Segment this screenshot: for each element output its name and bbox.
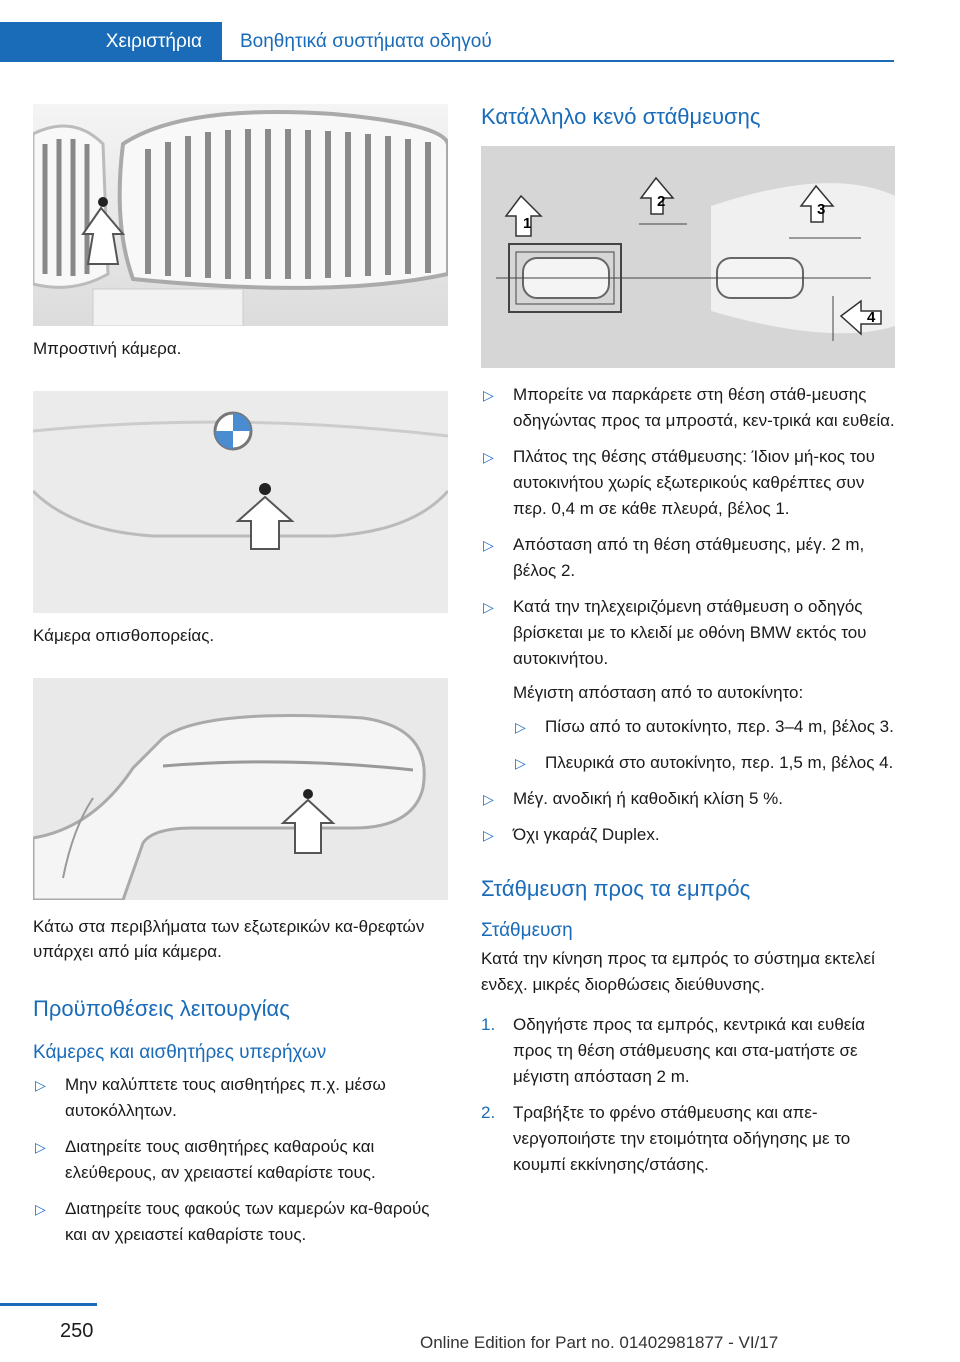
caption-mirror-camera: Κάτω στα περιβλήματα των εξωτερικών κα‐θρεφτών υπάρχει από μία κάμερα. [33, 917, 425, 961]
diagram-label-3: 3 [817, 201, 826, 218]
list-item: ▷ Διατηρείτε τους φακούς των καμερών κα‐θαρούς και αν χρειαστεί καθαρίστε τους. [33, 1196, 448, 1248]
edition-note: Online Edition for Part no. 01402981877 - VI/17 [420, 1333, 779, 1352]
list-item: 1. Οδηγήστε προς τα εμπρός, κεντρικά και ευθεία προς τη θέση στάθμευσης και στα‐ματήστε σε μέγιστη απόσταση 2 m. [481, 1012, 895, 1090]
triangle-bullet-icon: ▷ [483, 599, 494, 615]
list-item: ▷ Κατά την τηλεχειριζόμενη στάθμευση ο οδηγός βρίσκεται με το κλειδί με οθόνη BMW εκτός του αυτοκινήτου. Μέγιστη απόσταση από το αυτοκίνητο: ▷ Πίσω από το αυτοκίνητο, περ. 3–4 m, βέλος 3. ▷ Πλευρικά στο αυτοκίνητο, περ. 1,5 m, βέλος 4. [481, 594, 895, 776]
list-item: ▷ Μπορείτε να παρκάρετε στη θέση στάθ‐μευσης οδηγώντας προς τα μπροστά, κεν‐τρικά και ευθεία. [481, 382, 895, 434]
tab-controls[interactable]: Χειριστήρια [0, 22, 222, 62]
list-item: ▷ Πλευρικά στο αυτοκίνητο, περ. 1,5 m, βέλος 4. [513, 750, 895, 776]
caption-rear-camera: Κάμερα οπισθοπορείας. [33, 626, 215, 645]
triangle-bullet-icon: ▷ [483, 387, 494, 403]
heading-operating-conditions: Προϋποθέσεις λειτουργίας [33, 996, 290, 1021]
rear-camera-photo [33, 391, 448, 613]
heading-parking-space: Κατάλληλο κενό στάθμευσης [481, 104, 761, 129]
triangle-bullet-icon: ▷ [35, 1139, 46, 1155]
sensor-care-list [33, 1072, 448, 1248]
front-camera-photo [33, 104, 448, 326]
parking-steps-list [481, 1012, 895, 1178]
header-bar [0, 0, 960, 62]
triangle-bullet-icon: ▷ [483, 449, 494, 465]
list-item: ▷ Πίσω από το αυτοκίνητο, περ. 3–4 m, βέλος 3. [513, 714, 895, 740]
parking-space-illustration [481, 146, 895, 368]
list-item: ▷ Όχι γκαράζ Duplex. [481, 822, 895, 848]
footer-rule [0, 1303, 97, 1306]
diagram-label-4: 4 [867, 309, 876, 326]
heading-forward-parking: Στάθμευση προς τα εμπρός [481, 876, 751, 901]
caption-front-camera: Μπροστινή κάμερα. [33, 339, 182, 358]
mirror-illustration [33, 678, 448, 900]
triangle-bullet-icon: ▷ [483, 827, 494, 843]
triangle-bullet-icon: ▷ [515, 755, 526, 771]
list-item: ▷ Διατηρείτε τους αισθητήρες καθαρούς και ελεύθερους, αν χρειαστεί καθαρίστε τους. [33, 1134, 448, 1186]
tab-driver-assistance[interactable]: Βοηθητικά συστήματα οδηγού [222, 22, 894, 62]
subheading-parking: Στάθμευση [481, 920, 573, 941]
list-item: 2. Τραβήξτε το φρένο στάθμευσης και απε‐νεργοποιήστε την ετοιμότητα οδήγησης με το κουμπί εκκίνησης/στάσης. [481, 1100, 895, 1178]
max-distance-list [513, 714, 895, 776]
step-number: 1. [481, 1015, 496, 1034]
list-item: ▷ Απόσταση από τη θέση στάθμευσης, μέγ. 2 m, βέλος 2. [481, 532, 895, 584]
parking-requirements-list [481, 382, 895, 848]
diagram-label-2: 2 [657, 193, 666, 210]
subheading-cameras-sensors: Κάμερες και αισθητήρες υπερήχων [33, 1042, 327, 1063]
front-grille-illustration [33, 104, 448, 326]
step-number: 2. [481, 1103, 496, 1122]
forward-parking-paragraph: Κατά την κίνηση προς τα εμπρός το σύστημα εκτελεί ενδεχ. μικρές διορθώσεις διεύθυνσης. [481, 949, 875, 994]
list-item: ▷ Μέγ. ανοδική ή καθοδική κλίση 5 %. [481, 786, 895, 812]
triangle-bullet-icon: ▷ [35, 1201, 46, 1217]
triangle-bullet-icon: ▷ [35, 1077, 46, 1093]
left-column [33, 104, 448, 1258]
triangle-bullet-icon: ▷ [515, 719, 526, 735]
list-item: ▷ Πλάτος της θέσης στάθμευσης: Ίδιον μή‐κος του αυτοκινήτου χωρίς εξωτερικούς καθρέπτες συν περ. 0,4 m σε κάθε πλευρά, βέλος 1. [481, 444, 895, 522]
max-distance-intro: Μέγιστη απόσταση από το αυτοκίνητο: [513, 683, 804, 702]
triangle-bullet-icon: ▷ [483, 537, 494, 553]
mirror-camera-photo [33, 678, 448, 900]
triangle-bullet-icon: ▷ [483, 791, 494, 807]
list-item: ▷ Μην καλύπτετε τους αισθητήρες π.χ. μέσω αυτοκόλλητων. [33, 1072, 448, 1124]
page-number: 250 [60, 1320, 94, 1342]
parking-diagram [481, 146, 895, 368]
diagram-label-1: 1 [523, 215, 532, 232]
right-column [481, 104, 895, 1188]
rear-trunk-illustration [33, 391, 448, 613]
